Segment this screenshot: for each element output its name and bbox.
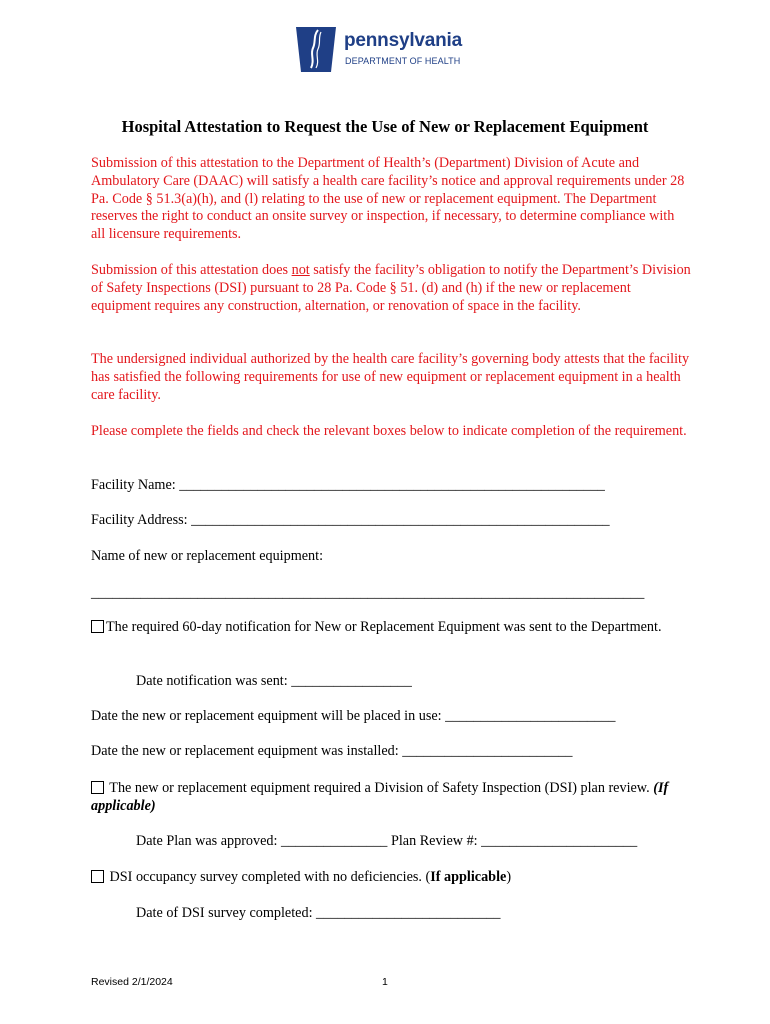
facility-name-field[interactable]: Facility Name: ____________________________________________________________ [91, 477, 605, 493]
dsi-plan-review-checkbox[interactable] [91, 781, 104, 794]
notification-checkbox[interactable] [91, 620, 104, 633]
dsi-plan-review-text: The new or replacement equipment required a Division of Safety Inspection (DSI) plan review. [109, 780, 654, 796]
keystone-icon [294, 24, 338, 74]
logo-department-text: DEPARTMENT OF HEALTH [345, 56, 461, 66]
notification-date-field[interactable]: Date notification was sent: _________________ [136, 673, 412, 689]
equipment-name-field[interactable]: ______________________________________________________________________________ [91, 585, 645, 601]
page-title: Hospital Attestation to Request the Use of New or Replacement Equipment [121, 117, 649, 136]
notification-sent-item [91, 619, 691, 637]
equipment-name-label: Name of new or replacement equipment: [91, 548, 324, 564]
emphasis-not: not [291, 262, 310, 278]
dsi-plan-review-item [91, 780, 691, 816]
plan-approval-field[interactable]: Date Plan was approved: _______________ Plan Review #: ______________________ [136, 833, 638, 849]
revised-date: Revised 2/1/2024 [91, 976, 173, 988]
logo-brand-text: pennsylvania [344, 30, 462, 51]
if-applicable-label: If applicable [430, 869, 507, 885]
dsi-survey-checkbox[interactable] [91, 870, 104, 883]
placed-in-use-date-field[interactable]: Date the new or replacement equipment will be placed in use: ________________________ [91, 708, 616, 724]
intro-paragraph-2: Submission of this attestation does not satisfy the facility’s obligation to notify the Department’s Division of Safety Inspections (DSI) pursuant to 28 Pa. Code § 51. (d) and (h) if the new or replacement equipment requires any construction, alternation, or renovation of space in the facility. [91, 262, 691, 314]
dsi-survey-date-field[interactable]: Date of DSI survey completed: __________________________ [136, 905, 501, 921]
intro-paragraph-3: The undersigned individual authorized by the health care facility’s governing body attests that the facility has satisfied the following requirements for use of new equipment or replacement equipment in a health care facility. [91, 351, 690, 403]
facility-address-field[interactable]: Facility Address: ___________________________________________________________ [91, 512, 610, 528]
page-number: 1 [382, 976, 388, 988]
dsi-survey-item: DSI occupancy survey completed with no deficiencies. (If applicable) [91, 869, 511, 887]
pa-doh-logo [294, 24, 484, 76]
intro-paragraph-1: Submission of this attestation to the Department of Health’s (Department) Division of Acute and Ambulatory Care (DAAC) will satisfy a health care facility’s notice and approval requirements under 28 Pa. Code § 51.3(a)(h), and (l) relating to the use of new or replacement equipment. The Department reserves the right to conduct an onsite survey or inspection, if necessary, to determine compliance with all licensure requirements. [91, 155, 685, 243]
if-applicable-label: (If applicable) [91, 780, 669, 814]
intro-paragraph-4: Please complete the fields and check the relevant boxes below to indicate completion of the requirement. [91, 423, 687, 439]
installed-date-field[interactable]: Date the new or replacement equipment was installed: ________________________ [91, 743, 573, 759]
notification-text: The required 60-day notification for New or Replacement Equipment was sent to the Department. [106, 619, 662, 635]
